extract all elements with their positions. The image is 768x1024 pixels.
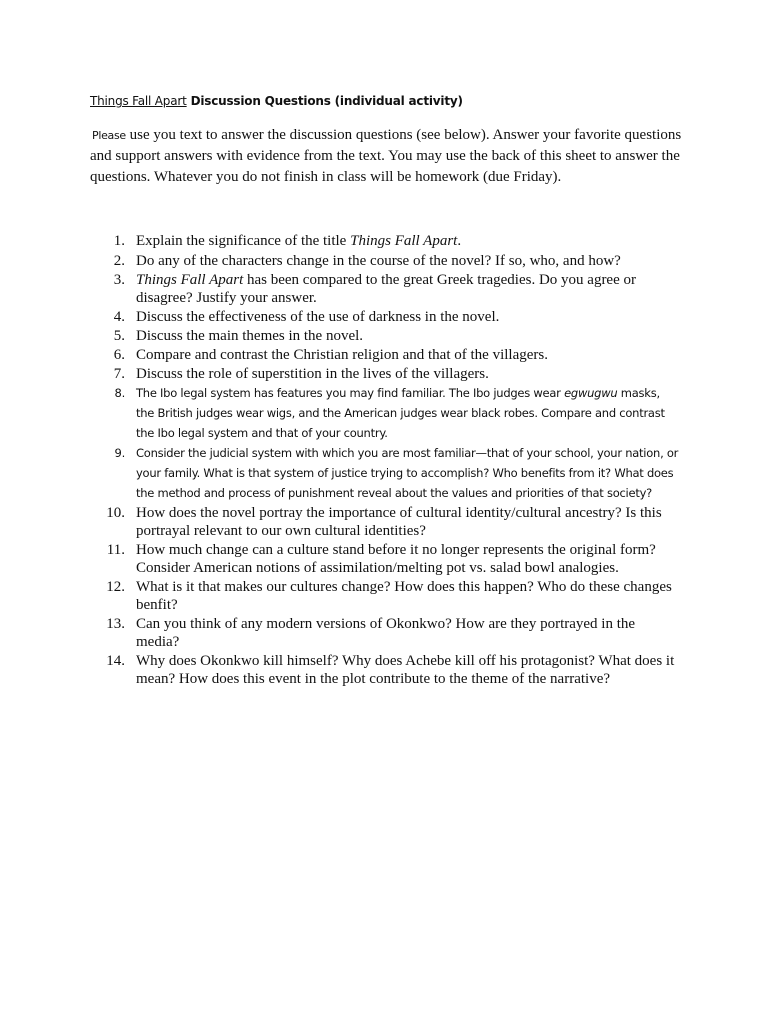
question-item (0, 252, 681, 270)
book-title: Things Fall Apart (90, 94, 187, 108)
document-title (90, 94, 463, 108)
question-item (0, 271, 681, 307)
instructions-please: Please (92, 129, 126, 142)
question-number: 4. (113, 309, 125, 325)
question-italic-title: Things Fall Apart (350, 233, 458, 249)
question-item (0, 652, 681, 688)
question-text: Why does Okonkwo kill himself? Why does Achebe kill off his protagonist? What does it mean? How does this event in the plot contribute to the theme of the narrative? (136, 653, 675, 687)
question-text: Consider the judicial system with which you are most familiar—that of your school, your nation, or your family. What is that system of justice trying to accomplish? Who benefits from it? What does the method and process of punishment reveal about the values and priorities of that society? (136, 446, 679, 500)
question-number: 13. (106, 616, 125, 632)
question-item (0, 578, 681, 614)
instructions-paragraph (90, 125, 690, 188)
title-rest: Discussion Questions (individual activity) (186, 94, 463, 108)
question-number: 11. (106, 542, 125, 558)
instructions-text: use you text to answer the discussion questions (see below). Answer your favorite questions and support answers with evidence from the text. You may use the back of this sheet to answer the questions. Whatever you do not finish in class will be homework (due Friday). (90, 127, 682, 185)
question-text: Discuss the effectiveness of the use of darkness in the novel. (136, 309, 500, 325)
question-item (0, 541, 681, 577)
question-number: 6. (113, 347, 125, 363)
question-text: has been compared to the great Greek tragedies. Do you agree or disagree? Justify your answer. (136, 272, 636, 306)
question-item (0, 365, 681, 383)
question-number: 7. (113, 366, 125, 382)
question-number: 8. (114, 386, 125, 400)
question-number: 2. (113, 253, 125, 269)
question-text: The Ibo legal system has features you may find familiar. The Ibo judges wear (136, 386, 565, 400)
question-text: How much change can a culture stand before it no longer represents the original form? Consider American notions of assimilation/melting pot vs. salad bowl analogies. (136, 542, 656, 576)
question-item (0, 346, 681, 364)
question-item (0, 443, 681, 503)
question-text-end: . (457, 233, 462, 249)
question-text: Discuss the main themes in the novel. (136, 328, 364, 344)
question-text: Can you think of any modern versions of Okonkwo? How are they portrayed in the media? (136, 616, 636, 650)
question-item (0, 615, 681, 651)
question-italic-title: Things Fall Apart (136, 272, 244, 288)
question-item (0, 504, 681, 540)
question-item (0, 308, 681, 326)
question-number: 1. (113, 233, 125, 249)
question-number: 12. (106, 579, 125, 595)
question-item (0, 327, 681, 345)
question-number: 14. (106, 653, 125, 669)
question-text: What is it that makes our cultures change? How does this happen? Who do these changes benfit? (136, 579, 672, 613)
question-text: How does the novel portray the importance of cultural identity/cultural ancestry? Is this portrayal relevant to our own cultural identities? (136, 505, 662, 539)
question-number: 9. (114, 446, 125, 460)
question-text: Explain the significance of the title (136, 233, 351, 249)
question-text: Do any of the characters change in the course of the novel? If so, who, and how? (136, 253, 621, 269)
question-italic-term: egwugwu (564, 386, 618, 400)
question-item (0, 383, 681, 443)
questions-list (0, 232, 768, 688)
question-number: 5. (113, 328, 125, 344)
question-number: 10. (106, 505, 125, 521)
question-text: Discuss the role of superstition in the lives of the villagers. (136, 366, 489, 382)
question-number: 3. (113, 272, 125, 288)
question-text: Compare and contrast the Christian religion and that of the villagers. (136, 347, 548, 363)
question-item (0, 232, 681, 250)
question-text-end: masks, the British judges wear wigs, and the American judges wear black robes. Compare and contrast the Ibo legal system and that of your country. (136, 386, 665, 440)
